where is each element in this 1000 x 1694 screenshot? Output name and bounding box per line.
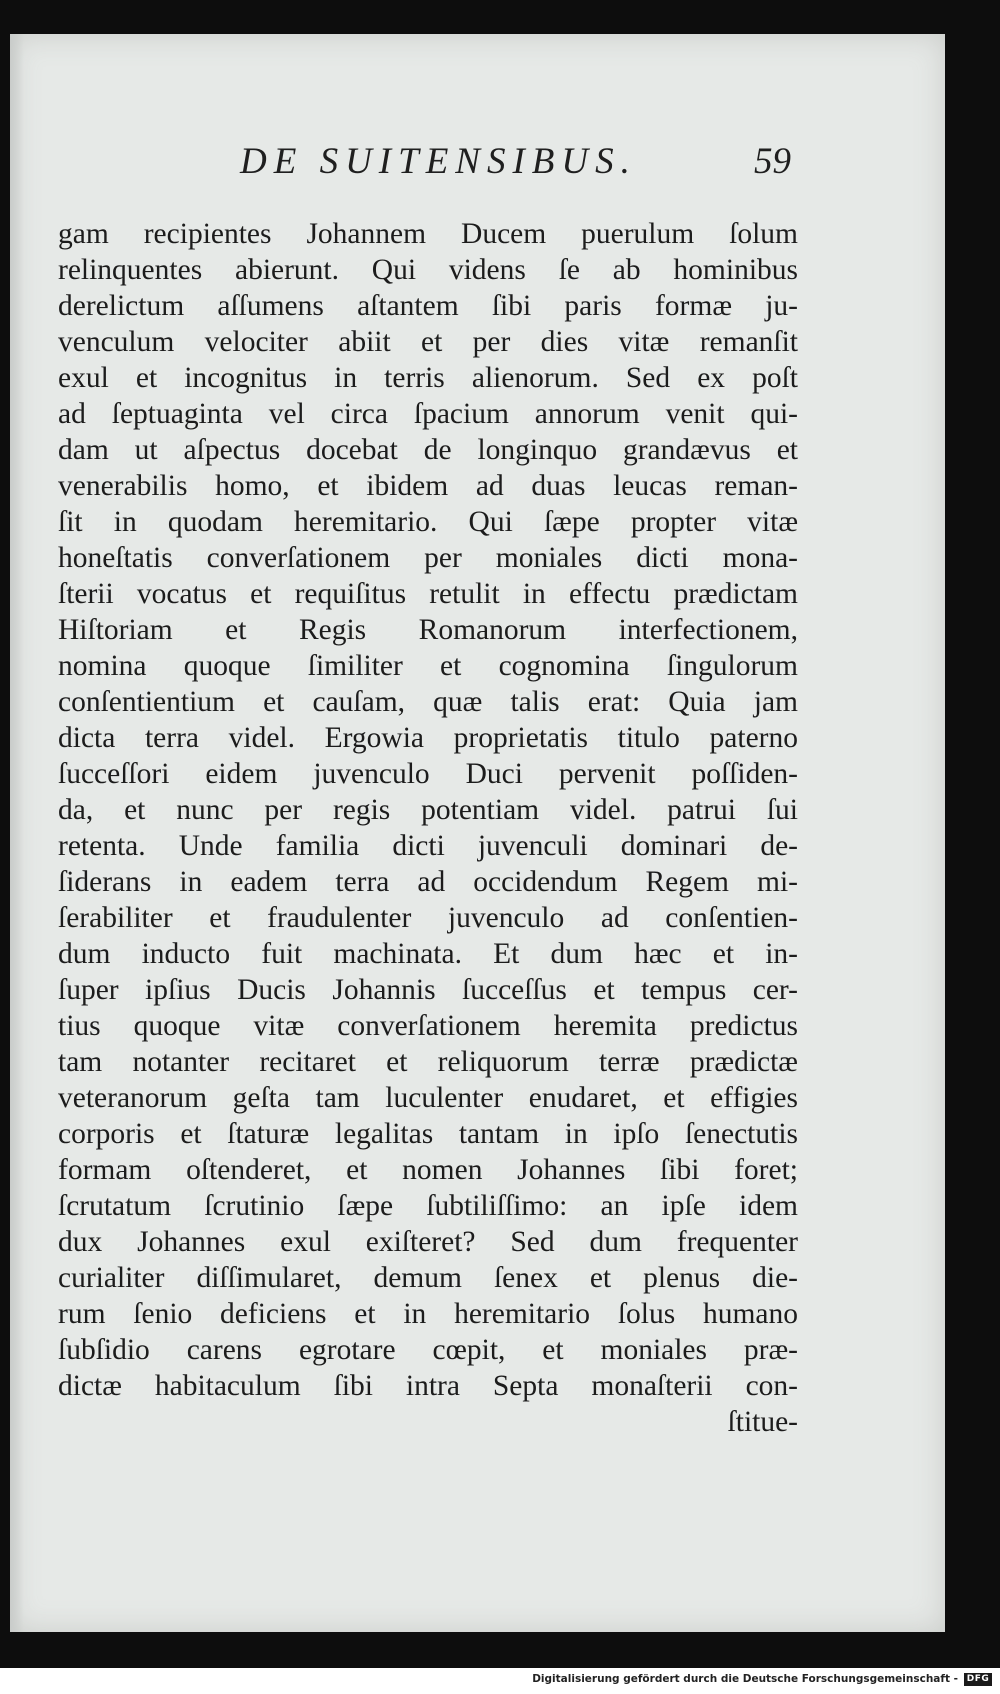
running-head: DE SUITENSIBUS. bbox=[240, 141, 637, 182]
text-line: ſterii vocatus et requiſitus retulit in effectu prædictam bbox=[58, 578, 798, 610]
text-line: ſerabiliter et fraudulenter juvenculo ad conſentien- bbox=[58, 902, 798, 934]
text-line: ſubſidio carens egrotare cœpit, et moniales præ- bbox=[58, 1334, 798, 1366]
text-line: derelictum aſſumens aſtantem ſibi paris formæ ju- bbox=[58, 290, 798, 322]
text-line: venculum velociter abiit et per dies vitæ remanſit bbox=[58, 326, 798, 358]
text-line: veteranorum geſta tam luculenter enudaret, et effigies bbox=[58, 1082, 798, 1114]
body-text bbox=[58, 216, 798, 1440]
catchword: ſtitue- bbox=[727, 1406, 798, 1438]
text-line: rum ſenio deficiens et in heremitario ſolus humano bbox=[58, 1298, 798, 1330]
dfg-logo: DFG bbox=[964, 1673, 992, 1686]
text-line: nomina quoque ſimiliter et cognomina ſingulorum bbox=[58, 650, 798, 682]
text-line: exul et incognitus in terris alienorum. Sed ex poſt bbox=[58, 362, 798, 394]
text-line: Hiſtoriam et Regis Romanorum interfectionem, bbox=[58, 614, 798, 646]
text-line: dictæ habitaculum ſibi intra Septa monaſterii con- bbox=[58, 1370, 798, 1402]
digitization-credit: Digitalisierung gefördert durch die Deutsche Forschungsgemeinschaft - bbox=[532, 1673, 958, 1685]
text-line: corporis et ſtaturæ legalitas tantam in ipſo ſenectutis bbox=[58, 1118, 798, 1150]
text-line: dux Johannes exul exiſteret? Sed dum frequenter bbox=[58, 1226, 798, 1258]
text-line: tius quoque vitæ converſationem heremita predictus bbox=[58, 1010, 798, 1042]
text-line: ad ſeptuaginta vel circa ſpacium annorum venit qui- bbox=[58, 398, 798, 430]
text-line: conſentientium et cauſam, quæ talis erat: Quia jam bbox=[58, 686, 798, 718]
text-line: dicta terra videl. Ergowia proprietatis titulo paterno bbox=[58, 722, 798, 754]
text-line: ſcrutatum ſcrutinio ſæpe ſubtiliſſimo: an ipſe idem bbox=[58, 1190, 798, 1222]
text-line: ſiderans in eadem terra ad occidendum Regem mi- bbox=[58, 866, 798, 898]
text-line: relinquentes abierunt. Qui videns ſe ab hominibus bbox=[58, 254, 798, 286]
text-line: ſit in quodam heremitario. Qui ſæpe propter vitæ bbox=[58, 506, 798, 538]
text-line: ſuper ipſius Ducis Johannis ſucceſſus et tempus cer- bbox=[58, 974, 798, 1006]
text-line: dum inducto fuit machinata. Et dum hæc et in- bbox=[58, 938, 798, 970]
text-line: tam notanter recitaret et reliquorum terræ prædictæ bbox=[58, 1046, 798, 1078]
page-number: 59 bbox=[754, 141, 791, 182]
text-line: curialiter diſſimularet, demum ſenex et plenus die- bbox=[58, 1262, 798, 1294]
text-line: retenta. Unde familia dicti juvenculi dominari de- bbox=[58, 830, 798, 862]
text-line: gam recipientes Johannem Ducem puerulum ſolum bbox=[58, 218, 798, 250]
footer bbox=[0, 1668, 1000, 1694]
text-line: venerabilis homo, et ibidem ad duas leucas reman- bbox=[58, 470, 798, 502]
text-line: dam ut aſpectus docebat de longinquo grandævus et bbox=[58, 434, 798, 466]
text-line: ſucceſſori eidem juvenculo Duci pervenit poſſiden- bbox=[58, 758, 798, 790]
text-line: formam oſtenderet, et nomen Johannes ſibi foret; bbox=[58, 1154, 798, 1186]
text-line: honeſtatis converſationem per moniales dicti mona- bbox=[58, 542, 798, 574]
text-line: da, et nunc per regis potentiam videl. patrui ſui bbox=[58, 794, 798, 826]
